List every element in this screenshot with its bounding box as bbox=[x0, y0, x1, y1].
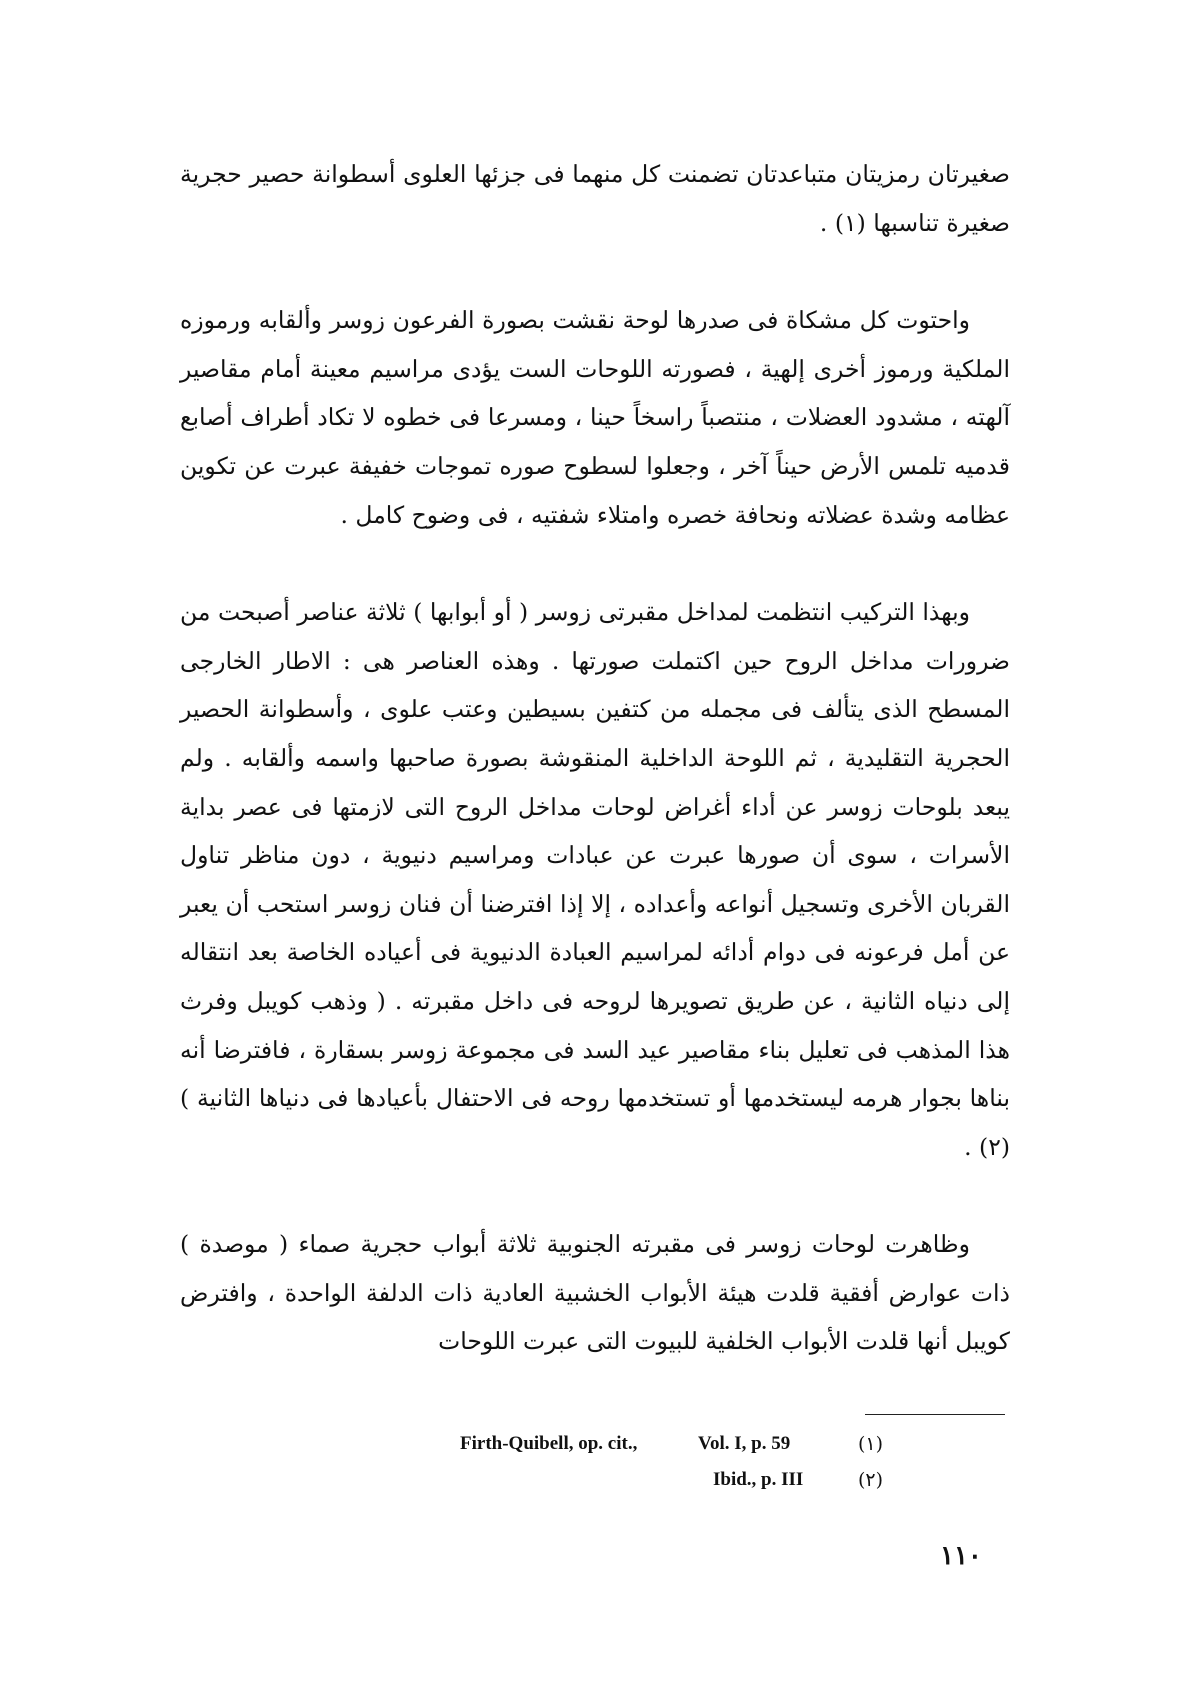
footnote-2-ref: Ibid., p. III bbox=[713, 1469, 804, 1490]
paragraph-gap bbox=[180, 539, 1010, 588]
paragraph-gap bbox=[180, 247, 1010, 296]
paragraph-1: صغيرتان رمزيتان متباعدتان تضمنت كل منهما فى جزئها العلوى أسطوانة حصير حجرية صغيرة تناسبها (١) . bbox=[180, 160, 1010, 237]
footnote-1-ref: Vol. I, p. 59 bbox=[698, 1433, 791, 1454]
footnote-2-number: (٢) bbox=[858, 1469, 884, 1491]
body-text bbox=[180, 150, 1010, 1366]
footnote-divider bbox=[865, 1414, 1005, 1415]
page-number: ١١٠ bbox=[940, 1541, 982, 1571]
paragraph-2: واحتوت كل مشكاة فى صدرها لوحة نقشت بصورة الفرعون زوسر وألقابه ورموزه الملكية ورموز أخرى إلهية ، فصورته اللوحات الست يؤدى مراسيم معينة أمام مقاصير آلهته ، مشدود العضلات ، منتصباً راسخاً حينا ، ومسرعا فى خطوه لا تكاد أطراف أصابع قدميه تلمس الأرض حيناً آخر ، وجعلوا لسطوح صوره تموجات خفيفة عبرت عن تكوين عظامه وشدة عضلاته ونحافة خصره وامتلاء شفتيه ، فى وضوح كامل . bbox=[180, 306, 1010, 529]
paragraph-4: وظاهرت لوحات زوسر فى مقبرته الجنوبية ثلاثة أبواب حجرية صماء ( موصدة ) ذات عوارض أفقية قلدت هيئة الأبواب الخشبية العادية ذات الدلفة الواحدة ، وافترض كويبل أنها قلدت الأبواب الخلفية للبيوت التى عبرت اللوحات bbox=[180, 1230, 1010, 1356]
paragraph-gap bbox=[180, 1171, 1010, 1220]
footnote-1-number: (١) bbox=[858, 1433, 884, 1455]
footnote-1-source: Firth-Quibell, op. cit., bbox=[460, 1433, 638, 1454]
paragraph-3: وبهذا التركيب انتظمت لمداخل مقبرتى زوسر ( أو أبوابها ) ثلاثة عناصر أصبحت من ضرورات مداخل الروح حين اكتملت صورتها . وهذه العناصر هى : الاطار الخارجى المسطح الذى يتألف فى مجمله من كتفين بسيطين وعتب علوى ، وأسطوانة الحصير الحجرية التقليدية ، ثم اللوحة الداخلية المنقوشة بصورة صاحبها واسمه وألقابه . ولم يبعد بلوحات زوسر عن أداء أغراض لوحات مداخل الروح التى لازمتها فى عصر بداية الأسرات ، سوى أن صورها عبرت عن عبادات ومراسيم دنيوية ، دون مناظر تناول القربان الأخرى وتسجيل أنواعه وأعداده ، إلا إذا افترضنا أن فنان زوسر استحب أن يعبر عن أمل فرعونه فى دوام أدائه لمراسيم العبادة الدنيوية فى أعياده الخاصة بعد انتقاله إلى دنياه الثانية ، عن طريق تصويرها لروحه فى داخل مقبرته . ( وذهب كويبل وفرث هذا المذهب فى تعليل بناء مقاصير عيد السد فى مجموعة زوسر بسقارة ، فافترضا أنه بناها بجوار هرمه ليستخدمها أو تستخدمها روحه فى الاحتفال بأعيادها فى دنياها الثانية )(٢) . bbox=[180, 598, 1010, 1161]
